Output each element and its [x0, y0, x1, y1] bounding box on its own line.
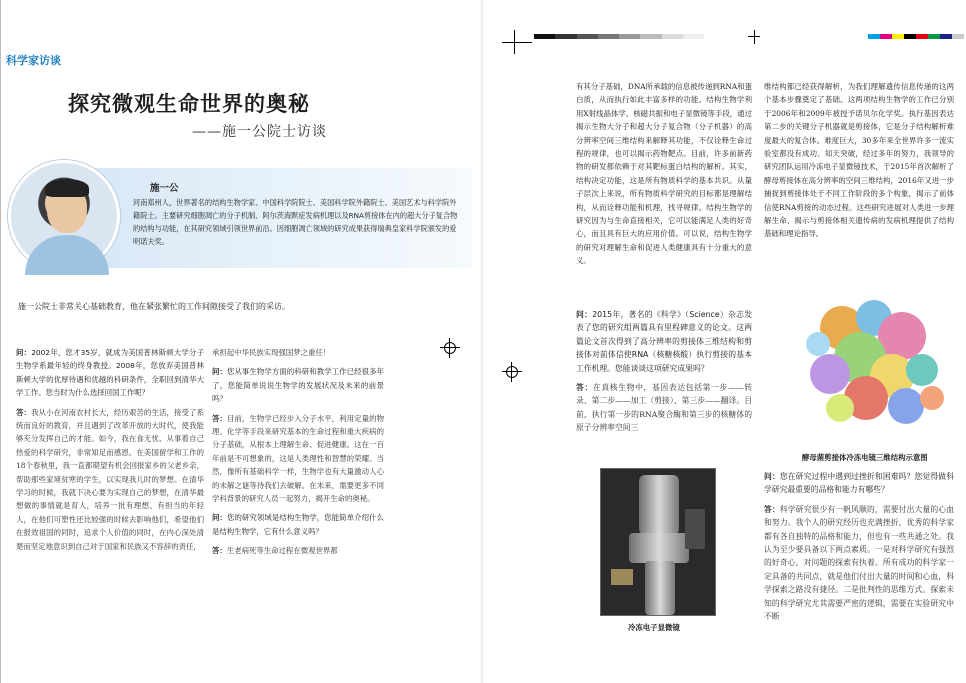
profile-name: 施一公 [150, 183, 179, 194]
answer-3: 答：生老病死等生命过程在微观世界都 [212, 546, 338, 556]
right-column-2-bottom [764, 470, 954, 646]
profile-bio: 河南郑州人，世界著名的结构生物学家、中国科学院院士、美国科学院外籍院士、美国艺术与科学院外籍院士。主要研究细胞凋亡的分子机制、阿尔茨海默症发病机理以及RNA剪接体在内的超大分子复合物的结构与功能，在其研究领域引领世界前沿。因细胞凋亡领域的研究成果获得瑞典皇家科学院颁发的爱明诺夫奖。 [133, 198, 458, 246]
answer-5: 答：科学研究很少有一帆风顺的，需要付出大量的心血和努力。我个人的研究经历也充满挫折，优秀的科学家都有各自独特的品格和能力，但也有一些共通之处。我认为至少要具备以下两点素质。一是对科学研究有强烈的好奇心，对问题的探索有执着。所有成功的科学家一定具备的共同点，就是他们付出大量的时间和心血，科学探索之路没有捷径。二是批判性的思维方式。探索未知的科学研究尤其需要严密的逻辑，需要在实验研究中不断 [764, 504, 954, 622]
page-edge [0, 0, 1, 683]
crop-mark [754, 30, 755, 44]
crop-mark [748, 36, 760, 37]
article-subtitle: ——施一公院士访谈 [192, 124, 327, 140]
crop-mark [502, 42, 532, 43]
spliceosome-structure-image [782, 288, 962, 438]
question-4: 问：2015年，著名的《科学》（Science）杂志发表了您的研究组两篇具有里程碑意义的论文。这两篇论文首次得到了高分辨率的剪接体三维结构和剪接体对前体信使RNA（核糖核酸）执行剪接的基本工作机理。您能谈谈这项研究成果吗？ [576, 310, 752, 373]
question-2: 问：您从事生物学方面的科研和教学工作已经很多年了，您能简单说说生物学的发展状况及未来的前景吗？ [212, 367, 384, 404]
left-column-2 [212, 346, 384, 604]
registration-mark [502, 362, 522, 382]
crop-mark [514, 30, 515, 54]
left-column-1 [16, 346, 204, 604]
right-page [484, 0, 966, 683]
right-column-1-mid [576, 308, 752, 456]
question-5: 问：您在研究过程中遇到过挫折和困难吗？您觉得做科学研究最重要的品格和能力有哪些？ [764, 472, 954, 495]
article-intro: 施一公院士非常关心基础教育，他在紧张繁忙的工作间隙接受了我们的采访。 [18, 302, 290, 311]
answer-4-cont: 维结构都已经获得解析，为我们理解遗传信息传递的这两个基本步骤奠定了基础。这两项结构生物学的工作已分别于2006年和2009年被授予诺贝尔化学奖。执行基因表达第二步的关键分子机器就是剪接体，它是分子结构解析难度最大的复合体。难度巨大，30多年来全世界许多一流实验室都没有成功。知天突破，经过多年的努力，我领导的研究团队运用冷冻电子显微镜技术，于2015年首次解析了酵母剪接体在高分辨率的空间三维结构，2016年又进一步捕捉到剪接体处于不同工作阶段的多个构象，揭示了前体信使RNA剪接的动态过程。这些研究进展对人类进一步理解生命、揭示与剪接体相关遗传病的发病机理提供了结构基础和理论指导。 [764, 82, 954, 239]
cryo-em-photo [600, 468, 716, 616]
section-tag: 科学家访谈 [6, 54, 61, 67]
question-1: 问：2002年，您才35岁，就成为美国普林斯顿大学分子生物学系最年轻的终身教授。2008年，您放弃美国普林斯顿大学的优厚待遇和优越的科研条件，全职回到清华大学工作。您当时为什么选择回国工作呢？ [16, 348, 204, 398]
answer-1: 答：我从小在河南农村长大，经历艰苦的生活，接受了系统而良好的教育，并且遇到了改革开放的大时代，使我能够充分发挥自己的才能。如今，我在食无忧、从事着自己热爱的科学研究，非常知足而感恩。在美国留学和工作的18个春秋里，我一直都期望有机会回报家乡的父老乡亲，帮助那些家境贫寒的学生，以实现我儿时的梦想。在清华学习的时候，我就下决心要为实现自己的梦想，在清华最想做的事情就是育人，培养一批有理想、有担当的年轻人，在他们可塑性还比较强的时候去影响他们，希望他们在报效祖国的同时，追求个人价值的同时，在内心深处清楚而坚定地意识到自己对于国家和民族又不容辞的责任， [16, 407, 204, 551]
right-column-1-top [576, 80, 752, 306]
left-page [0, 0, 482, 683]
answer-1-cont: 承担起中华民族实现强国梦之重任！ [212, 348, 331, 357]
color-bar-gray [534, 34, 704, 39]
photo-caption: 冷冻电子显微镜 [628, 623, 680, 632]
question-3: 问：您的研究领域是结构生物学，您能简单介绍什么是结构生物学，它有什么意义吗？ [212, 513, 384, 536]
color-bar-cmyk [868, 34, 964, 39]
article-title: 探究微观生命世界的奥秘 [68, 91, 310, 116]
answer-3-cont: 有其分子基础，DNA所承载的信息被传递到RNA和蛋白质，从而执行如此丰富多样的功能。结构生物学利用X射线晶体学、核磁共振和电子显微镜等手段，通过揭示生物大分子和超大分子复合物（分子机器）的高分辨率空间三维结构来解释其功能，不仅诠释生命过程的规律，也可以揭示药物靶点。目前，许多前新药物的研发都依赖于对其靶标蛋白结构的解析。其实，结构决定功能，这是所有物质科学的基本共识。从量子层次上来说，所有物质科学研究的目标都是理解结构，从而诠释功能和机理，找寻规律。结构生物学的研究因为与生命直接相关，它可以能满足人类的好奇心，而且具有巨大的应用价值。可以说，结构生物学的研究对理解生命和促进人类健康具有十分重大的意义。 [576, 82, 752, 266]
registration-mark [440, 338, 460, 358]
figure-caption: 酵母菌剪接体冷冻电镜三维结构示意图 [802, 453, 928, 462]
author-portrait [8, 160, 120, 272]
answer-4: 答：在真核生物中，基因表达包括第一步——转录、第二步——加工（剪接）、第三步——翻译。目前，执行第一步的RNA聚合酶和第三步的核糖体的原子分辨率空间三 [576, 383, 752, 433]
right-column-2-top [764, 80, 954, 284]
answer-2: 答：目前，生物学已经步入分子水平，利用定量的物理、化学等手段来研究基本的生命过程和重大疾病的分子基础，从根本上理解生命、促进健康。这在一百年前是不可想象的，这是人类理性和智慧的荣耀。当然，像所有基础科学一样，生物学也有大量激动人心的未解之谜等待我们去破解。在未来，需要更多不同学科背景的研究人员一起努力，揭开生命的奥秘。 [212, 413, 384, 504]
